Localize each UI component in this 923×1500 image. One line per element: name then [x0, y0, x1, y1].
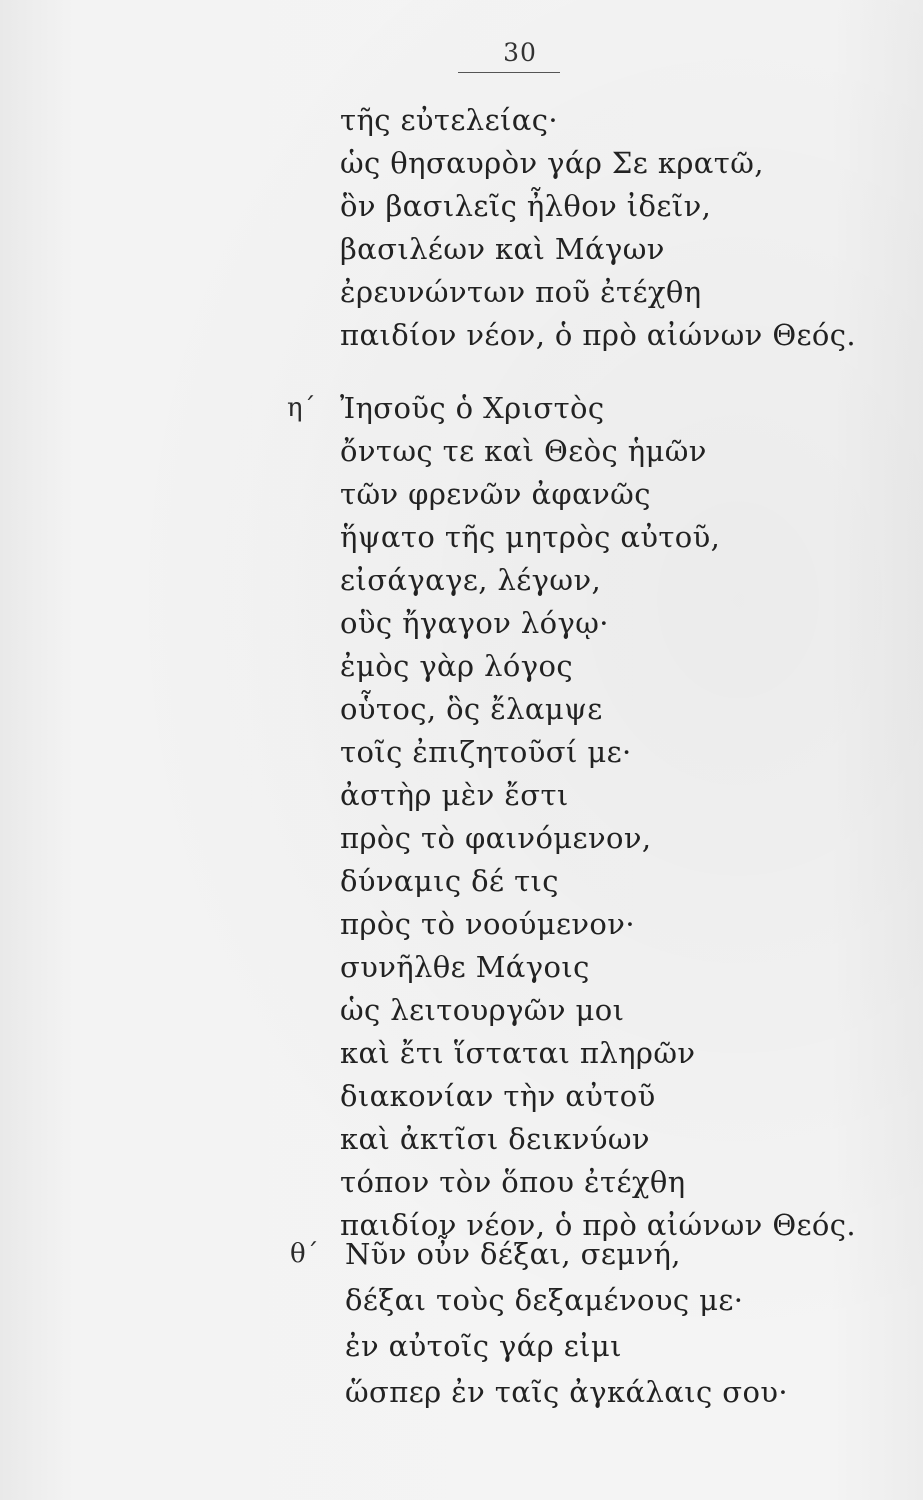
stanza-label: η΄: [287, 393, 316, 423]
verse-line: ἐν αὐτοῖς γάρ εἰμι: [345, 1329, 622, 1363]
verse-line: οὗτος, ὃς ἔλαμψε: [340, 692, 603, 726]
verse-line: διακονίαν τὴν αὐτοῦ: [340, 1079, 656, 1113]
verse-line: τῆς εὐτελείας·: [340, 103, 559, 137]
verse-line: πρὸς τὸ φαινόμενον,: [340, 821, 652, 855]
verse-line: ὄντως τε καὶ Θεὸς ἡμῶν: [340, 434, 707, 468]
verse-line: Ἰησοῦς ὁ Χριστὸς: [340, 391, 605, 425]
verse-line: ὥσπερ ἐν ταῖς ἀγκάλαις σου·: [345, 1375, 788, 1409]
verse-line: ἥψατο τῆς μητρὸς αὐτοῦ,: [340, 520, 721, 554]
verse-line: παιδίον νέον, ὁ πρὸ αἰώνων Θεός.: [340, 318, 857, 352]
page-number-rule: [458, 72, 560, 73]
verse-line: δύναμις δέ τις: [340, 864, 559, 898]
verse-line: ἐμὸς γὰρ λόγος: [340, 649, 573, 683]
verse-line: οὓς ἤγαγον λόγῳ·: [340, 606, 609, 640]
verse-line: ὃν βασιλεῖς ἦλθον ἰδεῖν,: [340, 189, 712, 223]
verse-line: ὡς θησαυρὸν γάρ Σε κρατῶ,: [340, 146, 764, 180]
verse-line: ἐρευνώντων ποῦ ἐτέχθη: [340, 275, 702, 309]
verse-line: δέξαι τοὺς δεξαμένους με·: [345, 1283, 744, 1317]
verse-line: καὶ ἀκτῖσι δεικνύων: [340, 1122, 650, 1156]
verse-line: συνῆλθε Μάγοις: [340, 950, 590, 984]
page-number: 30: [503, 38, 537, 67]
verse-line: βασιλέων καὶ Μάγων: [340, 232, 665, 266]
verse-line: εἰσάγαγε, λέγων,: [340, 563, 602, 597]
verse-line: τῶν φρενῶν ἀφανῶς: [340, 477, 651, 511]
stanza-label: θ΄: [290, 1239, 319, 1269]
verse-line: καὶ ἔτι ἵσταται πληρῶν: [340, 1036, 696, 1070]
verse-line: τόπον τὸν ὅπου ἐτέχθη: [340, 1165, 686, 1199]
verse-line: πρὸς τὸ νοούμενον·: [340, 907, 635, 941]
verse-line: ἀστὴρ μὲν ἔστι: [340, 778, 569, 812]
verse-line: ὡς λειτουργῶν μοι: [340, 993, 625, 1027]
verse-line: παιδίον νέον, ὁ πρὸ αἰώνων Θεός.: [340, 1208, 857, 1242]
verse-line: τοῖς ἐπιζητοῦσί με·: [340, 735, 632, 769]
verse-line: Νῦν οὖν δέξαι, σεμνή,: [345, 1237, 681, 1271]
